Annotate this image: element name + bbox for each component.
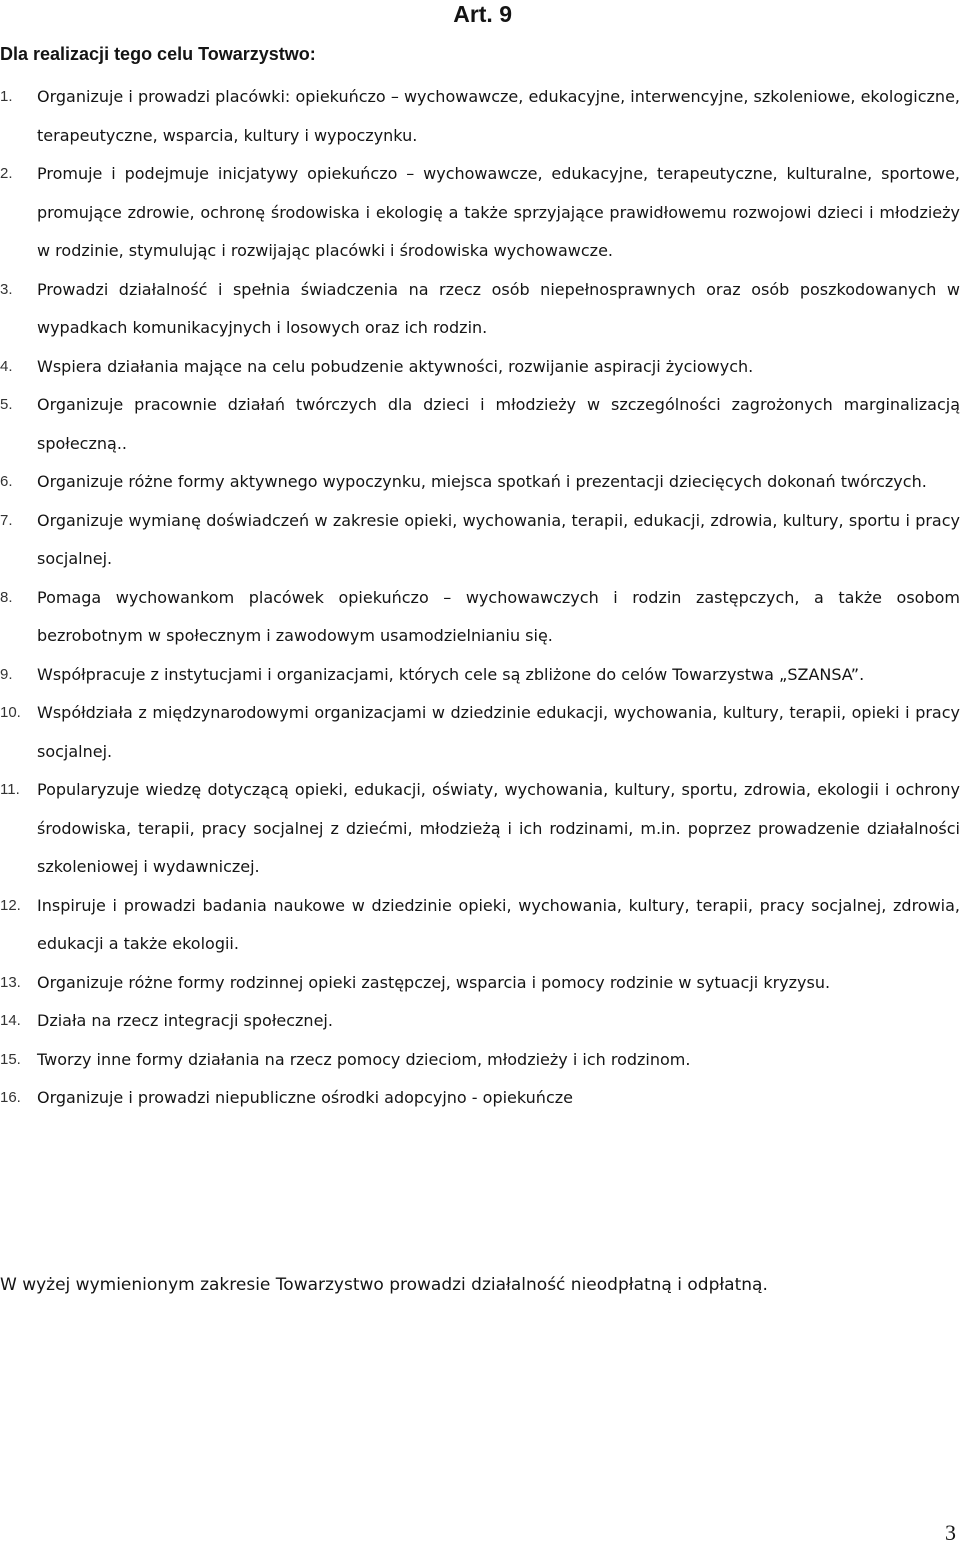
item-number: 11. [0, 781, 20, 798]
item-number: 8. [0, 588, 13, 606]
article-items-list [0, 78, 960, 1118]
item-number: 5. [0, 396, 13, 413]
list-item [0, 964, 960, 1003]
item-text: Inspiruje i prowadzi badania naukowe w dziedzinie opieki, wychowania, kultury, terapii, pracy socjalnej, zdrowia, edukacji a także ekologii. [37, 895, 960, 953]
item-number: 15. [0, 1050, 21, 1068]
item-number: 7. [0, 511, 13, 529]
item-text: Tworzy inne formy działania na rzecz pomocy dzieciom, młodzieży i ich rodzinom. [37, 1049, 691, 1069]
item-number: 3. [0, 280, 13, 298]
item-text: Organizuje wymianę doświadczeń w zakresie opieki, wychowania, terapii, edukacji, zdrowia, kultury, sportu i pracy socjalnej. [37, 510, 960, 568]
list-item [0, 1079, 960, 1118]
list-item [0, 78, 960, 155]
list-item [0, 502, 960, 579]
item-text: Wspiera działania mające na celu pobudzenie aktywności, rozwijanie aspiracji życiowych. [37, 356, 754, 376]
item-number: 1. [0, 88, 13, 105]
item-text: Organizuje pracownie działań twórczych dla dzieci i młodzieży w szczególności zagrożonych marginalizacją społeczną.. [37, 395, 960, 453]
list-item [0, 579, 960, 656]
list-item [0, 271, 960, 348]
item-text: Działa na rzecz integracji społecznej. [37, 1011, 333, 1030]
list-item [0, 887, 960, 964]
item-number: 10. [0, 704, 21, 721]
item-text: Organizuje różne formy rodzinnej opieki zastępczej, wsparcia i pomocy rodzinie w sytuacji kryzysu. [37, 972, 831, 992]
item-number: 12. [0, 896, 21, 914]
item-number: 9. [0, 665, 13, 683]
article-heading: Art. 9 [453, 1, 512, 27]
item-text: Promuje i podejmuje inicjatywy opiekuńczo – wychowawcze, edukacyjne, terapeutyczne, kulturalne, sportowe, promujące zdrowie, ochronę środowiska i ekologię a także sprzyjające prawidłowemu rozwojowi dzieci i młodzieży w rodzinie, stymulując i rozwijając placówki i środowiska wychowawcze. [37, 164, 960, 260]
item-text: Współdziała z międzynarodowymi organizacjami w dziedzinie edukacji, wychowania, kultury, terapii, opieki i pracy socjalnej. [37, 703, 960, 761]
list-item [0, 1041, 960, 1080]
list-item [0, 771, 960, 887]
closing-paragraph: W wyżej wymienionym zakresie Towarzystwo prowadzi działalność nieodpłatną i odpłatną. [0, 1275, 768, 1295]
item-text: Pomaga wychowankom placówek opiekuńczo – wychowawczych i rodzin zastępczych, a także osobom bezrobotnym w społecznym i zawodowym usamodzielnianiu się. [37, 587, 960, 645]
item-number: 16. [0, 1089, 21, 1106]
item-number: 4. [0, 357, 13, 375]
list-item [0, 1002, 960, 1041]
item-number: 14. [0, 1012, 21, 1029]
item-text: Organizuje różne formy aktywnego wypoczynku, miejsca spotkań i prezentacji dziecięcych dokonań twórczych. [37, 472, 927, 491]
item-text: Popularyzuje wiedzę dotyczącą opieki, edukacji, oświaty, wychowania, kultury, sportu, zdrowia, ekologii i ochrony środowiska, terapii, pracy socjalnej z dziećmi, młodzieżą i ich rodzinami, m.in. poprzez prowadzenie działalności szkoleniowej i wydawniczej. [37, 780, 960, 876]
list-item [0, 348, 960, 387]
page-number: 3 [945, 1520, 956, 1545]
list-item [0, 463, 960, 502]
item-number: 13. [0, 973, 21, 991]
item-number: 6. [0, 473, 13, 490]
item-number: 2. [0, 165, 13, 182]
list-item [0, 155, 960, 271]
item-text: Współpracuje z instytucjami i organizacjami, których cele są zbliżone do celów Towarzystwa „SZANSA”. [37, 664, 865, 684]
item-text: Organizuje i prowadzi placówki: opiekuńczo – wychowawcze, edukacyjne, interwencyjne, szkoleniowe, ekologiczne, terapeutyczne, wsparcia, kultury i wypoczynku. [37, 87, 960, 145]
item-text: Organizuje i prowadzi niepubliczne ośrodki adopcyjno - opiekuńcze [37, 1088, 573, 1107]
list-item [0, 386, 960, 463]
list-item [0, 694, 960, 771]
item-text: Prowadzi działalność i spełnia świadczenia na rzecz osób niepełnosprawnych oraz osób poszkodowanych w wypadkach komunikacyjnych i losowych oraz ich rodzin. [37, 279, 960, 337]
list-item [0, 656, 960, 695]
intro-text: Dla realizacji tego celu Towarzystwo: [0, 44, 316, 64]
